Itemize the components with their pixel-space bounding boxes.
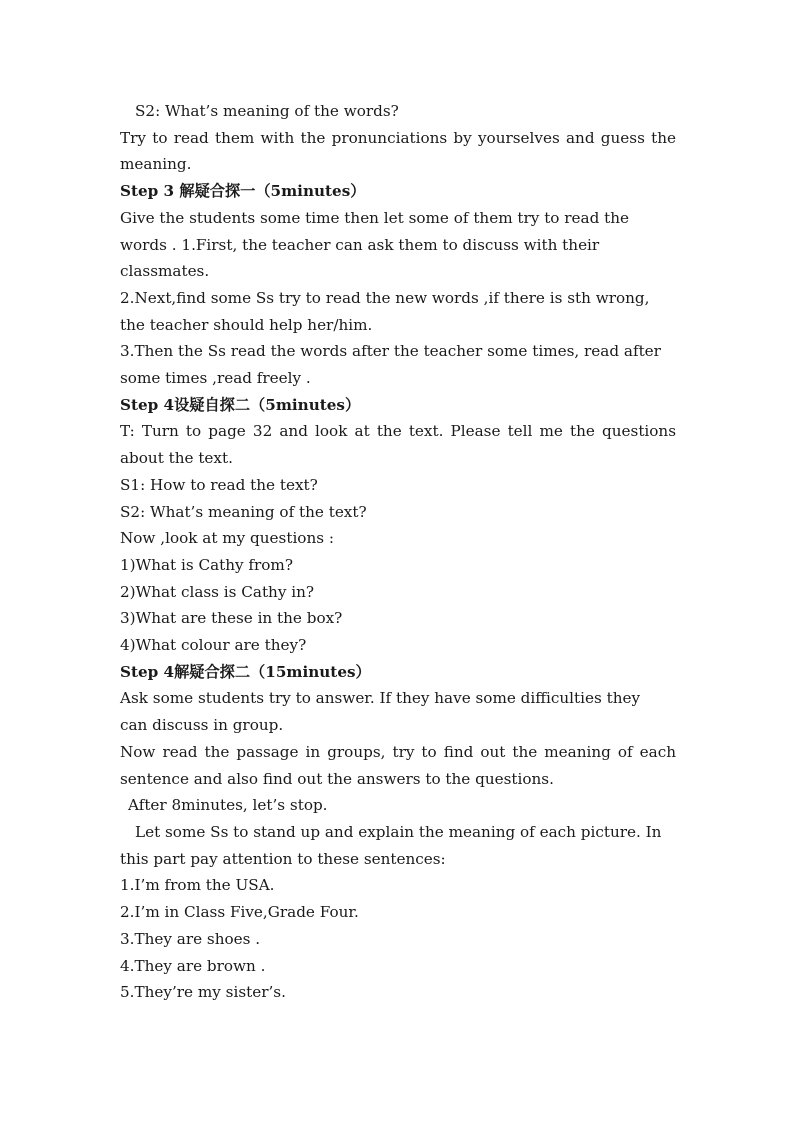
paragraph-line: some times ,read freely . (120, 369, 311, 388)
question-item: 3)What are these in the box? (120, 609, 343, 628)
paragraph-line: this part pay attention to these sentences: (120, 849, 446, 868)
document-body (120, 98, 676, 1006)
paragraph-line: sentence and also find out the answers to the questions. (120, 769, 554, 788)
step-3-heading: Step 3 解疑合探一（5minutes） (120, 182, 366, 201)
paragraph-line: meaning. (120, 155, 192, 174)
dialogue-line-s2-words: S2: What’s meaning of the words? (135, 102, 399, 120)
paragraph-line: Give the students some time then let some of them try to read the (120, 208, 629, 227)
paragraph-line: 3.Then the Ss read the words after the teacher some times, read after (120, 342, 661, 361)
dialogue-line-s1: S1: How to read the text? (120, 475, 318, 494)
step-4-heading: Step 4设疑自探二（5minutes） (120, 395, 361, 414)
paragraph-line: Now read the passage in groups, try to find out the meaning of each (120, 742, 676, 761)
paragraph-line: Now ,look at my questions : (120, 529, 334, 548)
sentence-item: 1.I’m from the USA. (120, 876, 275, 895)
sentence-item: 4.They are brown . (120, 956, 266, 975)
paragraph-line: After 8minutes, let’s stop. (128, 796, 328, 815)
paragraph-line: Try to read them with the pronunciations by yourselves and guess the (120, 128, 676, 147)
sentence-item: 2.I’m in Class Five,Grade Four. (120, 903, 359, 922)
paragraph-line: Let some Ss to stand up and explain the meaning of each picture. In (135, 822, 662, 841)
sentence-item: 5.They’re my sister’s. (120, 983, 286, 1002)
question-item: 2)What class is Cathy in? (120, 582, 315, 601)
paragraph-line: about the text. (120, 449, 233, 468)
step-4-second-heading: Step 4解疑合探二（15minutes） (120, 662, 371, 681)
paragraph-line: 2.Next,find some Ss try to read the new words ,if there is sth wrong, (120, 288, 650, 307)
question-item: 1)What is Cathy from? (120, 555, 293, 574)
dialogue-line-s2-text: S2: What’s meaning of the text? (120, 502, 367, 521)
paragraph-line: classmates. (120, 262, 210, 281)
paragraph-line: T: Turn to page 32 and look at the text. Please tell me the questions (120, 422, 676, 441)
paragraph-line: words . 1.First, the teacher can ask them to discuss with their (120, 235, 600, 254)
paragraph-line: the teacher should help her/him. (120, 315, 373, 334)
paragraph-line: Ask some students try to answer. If they have some difficulties they (120, 689, 641, 708)
paragraph-line: can discuss in group. (120, 716, 284, 735)
question-item: 4)What colour are they? (120, 636, 307, 655)
sentence-item: 3.They are shoes . (120, 929, 261, 948)
